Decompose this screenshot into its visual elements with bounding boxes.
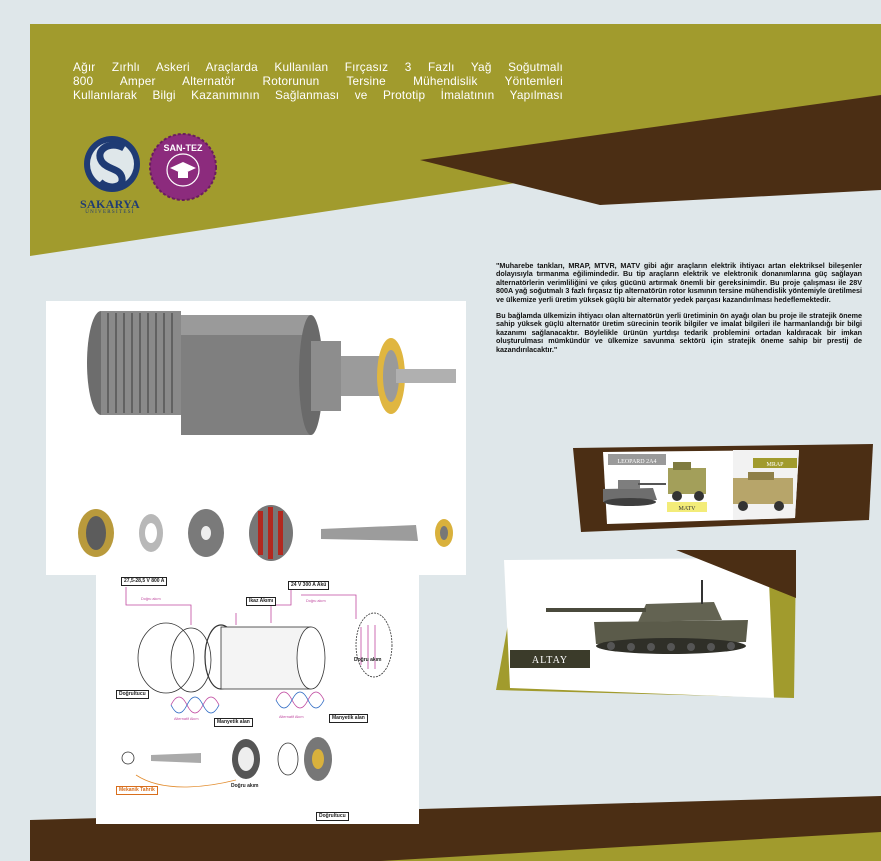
rotor-assembly (87, 311, 456, 435)
diagram-label-aku: 24 V 300 A Akü (288, 581, 329, 590)
title-line-2: 800 Amper Alternatör Rotorunun Tersine Mühendislik Yöntemleri (73, 74, 563, 88)
santez-text: SAN-TEZ (163, 143, 203, 153)
label-matv: MATV (678, 506, 696, 512)
diagram-label-alternatif-2: Alternatif Akım (279, 715, 304, 719)
rotor-illustration (46, 301, 466, 575)
diagram-label-dogrultucu-1: Doğrultucu (116, 690, 149, 699)
vehicles-frame (573, 444, 873, 534)
sakarya-subtitle: ÜNİVERSİTESİ (85, 210, 135, 215)
label-mrap: MRAP (766, 462, 784, 468)
santez-logo-icon (148, 132, 218, 202)
sakarya-name: SAKARYA (80, 197, 140, 211)
title-line-1: Ağır Zırhlı Askeri Araçlarda Kullanılan Fırçasız 3 Fazlı Yağ Soğutmalı (73, 60, 563, 74)
title-line-3: Kullanılarak Bilgi Kazanımının Sağlanması ve Prototip İmalatının Yapılması (73, 88, 563, 102)
paragraph-2: Bu bağlamda ülkemizin ihtiyacı olan alternatörün yerli üretiminin ön ayağı olan bu proje ile stratejik öneme sahip yüksek güçlü alternatör üretim sürecinin teorik bilgiler ve imalat bilgileri ile harmanlandığı bir bilgi kazanımı sağlanacaktır. Böylelikle ürünün yurtdışı tedarik problemini ortadan kaldıracak bir imkan oluşturulması mümkündür ve ülkemize savunma sektörü için stratejik öneme sahip bir prestij de kazandırılacaktır." (496, 311, 862, 354)
diagram-label-dogru-akim-2: Doğru akım (306, 599, 326, 603)
diagram-label-dogru-akim-4: Doğru akım (231, 783, 259, 789)
label-altay: ALTAY (531, 655, 569, 666)
alternator-diagram-panel (96, 575, 419, 824)
sakarya-logo-icon (72, 132, 152, 232)
diagram-label-manyetik-1: Manyetik alan (214, 718, 253, 727)
paragraph-1: "Muharebe tankları, MRAP, MTVR, MATV gibi ağır araçların elektrik ihtiyacı artan elektriksel bileşenler dolayısıyla tırmanma eğilimindedir. Bu tip araçların elektrik ve elektronik donanımlarına güç sağlayan alternatörlerin verimliliğini ve çıkış gücünü artırmak önemli bir gereksinimdir. Bu proje çalışması ile 28V 800A yağ soğutmalı 3 fazlı fırçasız tip alternatörün rotor kısmının tersine mühendislik yöntemiyle üretilmesi ve ülkemize yerli üretim yüksek güçlü bir alternatör yedek parçası kazandırılması hedeflemektedir. (496, 261, 862, 304)
label-leopard: LEOPARD 2A4 (617, 459, 657, 465)
diagram-label-dogrultucu-2: Doğrultucu (316, 812, 349, 821)
altay-illustration (496, 550, 796, 700)
exploded-parts (78, 505, 453, 561)
altay-frame (496, 550, 796, 700)
vehicles-illustration (573, 444, 873, 534)
diagram-label-mekanik: Mekanik Tahrik (116, 786, 158, 795)
description-text (496, 262, 862, 362)
diagram-label-voltage: 27,5-28,5 V 800 A (121, 577, 167, 586)
diagram-label-dogru-akim-1: Doğru akım (141, 597, 161, 601)
diagram-label-manyetik-2: Manyetik alan (329, 714, 368, 723)
diagram-label-dogru-akim-3: Doğru akım (354, 657, 382, 663)
diagram-label-alternatif-1: Alternatif Akım (174, 717, 199, 721)
diagram-label-ikaz: İkaz Akımı (246, 597, 276, 606)
rotor-render-panel (46, 301, 466, 575)
poster-title (73, 60, 563, 102)
